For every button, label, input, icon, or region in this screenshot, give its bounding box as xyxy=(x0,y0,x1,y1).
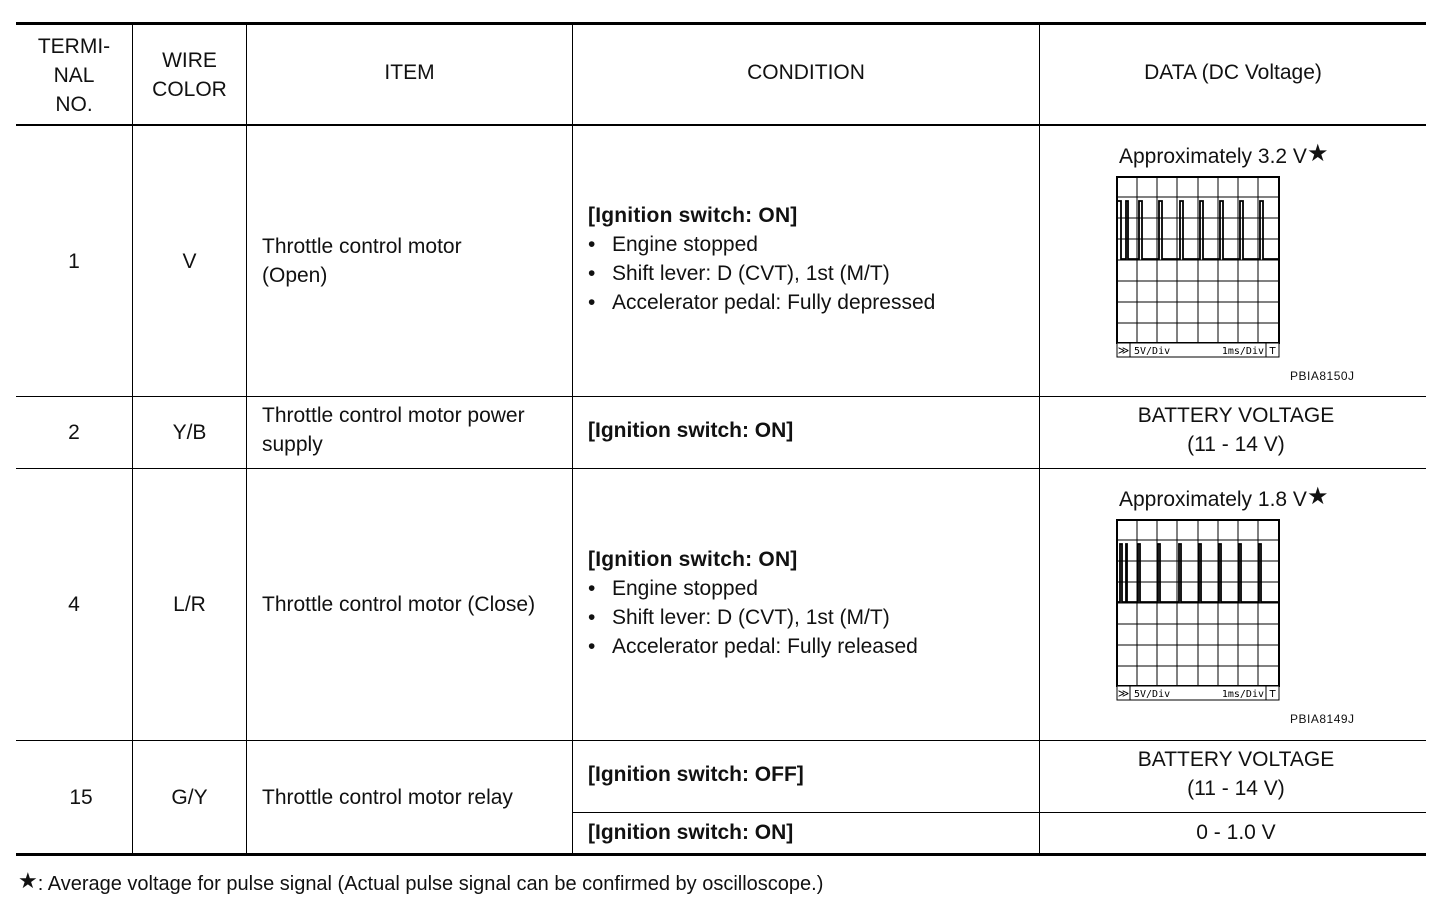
star-icon: ★ xyxy=(18,868,38,893)
star-icon: ★ xyxy=(1306,483,1329,510)
row2-wire: Y/B xyxy=(172,421,207,444)
row1-condition: [Ignition switch: ON] • Engine stopped • Shift lever: D (CVT), 1st (M/T) • Accelerator pedal: Fully depressed xyxy=(588,204,936,314)
footnote: ★: Average voltage for pulse signal (Actual pulse signal can be confirmed by oscilloscope.) xyxy=(18,868,824,895)
oscilloscope-waveform-open xyxy=(1114,175,1282,359)
row4-data-off: BATTERY VOLTAGE (11 - 14 V) xyxy=(1137,748,1335,800)
svg-text:≫: ≫ xyxy=(1117,687,1130,700)
row3-wire: L/R xyxy=(173,593,206,616)
oscilloscope-waveform-close xyxy=(1114,518,1282,702)
condition-title: [Ignition switch: ON] xyxy=(588,204,798,227)
col-divider-2 xyxy=(246,24,247,854)
row4-wire: G/Y xyxy=(171,785,208,809)
table-top-rule xyxy=(16,22,1426,25)
row1-wire: V xyxy=(182,249,197,273)
svg-text:T: T xyxy=(1269,346,1276,357)
svg-text:1ms/Div: 1ms/Div xyxy=(1221,689,1264,700)
header-condition: CONDITION xyxy=(747,60,865,84)
row4-item: Throttle control motor relay xyxy=(262,785,513,809)
row4-condition-off: [Ignition switch: OFF] xyxy=(588,762,804,786)
row1-data-title: Approximately 3.2 V★ xyxy=(1119,140,1329,168)
row2-data: BATTERY VOLTAGE (11 - 14 V) xyxy=(1137,404,1335,456)
condition-title: [Ignition switch: ON] xyxy=(588,548,798,571)
col-divider-3 xyxy=(572,24,573,854)
svg-text:1ms/Div: 1ms/Div xyxy=(1221,346,1264,357)
row3-condition: [Ignition switch: ON] • Engine stopped • Shift lever: D (CVT), 1st (M/T) • Accelerator pedal: Fully released xyxy=(588,548,918,658)
row2-item: Throttle control motor power supply xyxy=(262,404,525,456)
svg-text:T: T xyxy=(1269,689,1276,700)
row3-figure-code: PBIA8149J xyxy=(1290,712,1355,726)
row2-condition: [Ignition switch: ON] xyxy=(588,418,794,442)
row3-item: Throttle control motor (Close) xyxy=(262,593,536,616)
table-bottom-rule xyxy=(16,853,1426,856)
header-data: DATA (DC Voltage) xyxy=(1144,60,1322,84)
row3-data-title: Approximately 1.8 V★ xyxy=(1119,483,1329,511)
header-wire-color: WIRE COLOR xyxy=(152,49,227,101)
row1-terminal: 1 xyxy=(68,249,80,273)
row4-data-on: 0 - 1.0 V xyxy=(1196,820,1276,844)
star-icon: ★ xyxy=(1306,140,1329,167)
row1-item: Throttle control motor (Open) xyxy=(262,235,462,287)
svg-text:≫: ≫ xyxy=(1117,344,1130,357)
svg-text:5V/Div: 5V/Div xyxy=(1134,689,1171,700)
row1-figure-code: PBIA8150J xyxy=(1290,369,1355,383)
header-terminal: TERMI- NAL NO. xyxy=(37,34,111,116)
header-item: ITEM xyxy=(384,60,435,84)
row4-terminal: 15 xyxy=(69,785,93,809)
row3-terminal: 4 xyxy=(68,593,80,616)
svg-text:5V/Div: 5V/Div xyxy=(1134,346,1171,357)
row4-condition-on: [Ignition switch: ON] xyxy=(588,820,794,844)
row2-terminal: 2 xyxy=(68,421,80,444)
